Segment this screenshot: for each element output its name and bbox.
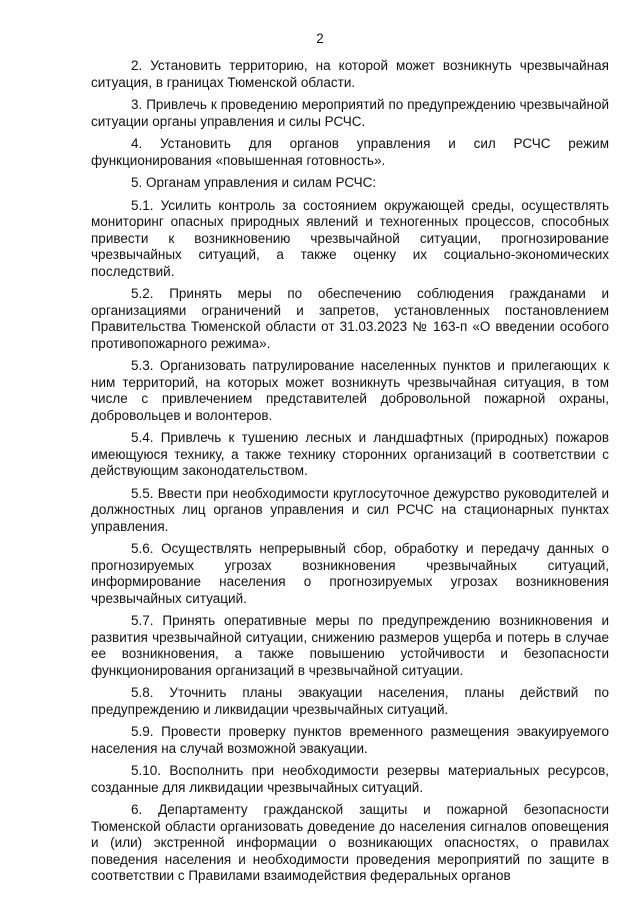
paragraph-5-5: 5.5. Ввести при необходимости круглосуточное дежурство руководителей и должностных лиц органов управления и сил РСЧС на стационарных пунктах управления. bbox=[91, 485, 609, 534]
paragraph-5-1: 5.1. Усилить контроль за состоянием окружающей среды, осуществлять мониторинг опасных природных явлений и техногенных процессов, способных привести к возникновению чрезвычайной ситуации, прогнозирование чрезвычайных ситуаций, а также оценку их социально-экономических последствий. bbox=[91, 197, 609, 279]
paragraph-5-2: 5.2. Принять меры по обеспечению соблюдения гражданами и организациями ограничений и запретов, установленных постановлением Правительства Тюменской области от 31.03.2023 № 163-п «О введении особого противопожарного режима». bbox=[91, 286, 609, 351]
paragraph-5-8: 5.8. Уточнить планы эвакуации населения, планы действий по предупреждению и ликвидации чрезвычайных ситуаций. bbox=[91, 685, 609, 717]
paragraph-5-4: 5.4. Привлечь к тушению лесных и ландшафтных (природных) пожаров имеющуюся технику, а также технику сторонних организаций в соответствии с действующим законодательством. bbox=[91, 430, 609, 478]
paragraph-6: 6. Департаменту гражданской защиты и пожарной безопасности Тюменской области организовать доведение до населения сигналов оповещения и (или) экстренной информации о возникающих опасностях, о правилах поведения населения и необходимости проведения мероприятий по защите в соответствии с Правилами взаимодействия федеральных органов bbox=[91, 802, 609, 883]
document-body bbox=[91, 58, 609, 891]
paragraph-5-10: 5.10. Восполнить при необходимости резервы материальных ресурсов, созданные для ликвидации чрезвычайных ситуаций. bbox=[91, 763, 609, 795]
paragraph-2: 2. Установить территорию, на которой может возникнуть чрезвычайная ситуация, в границах Тюменской области. bbox=[91, 58, 609, 90]
paragraph-5-7: 5.7. Принять оперативные меры по предупреждению возникновения и развития чрезвычайной ситуации, снижению размеров ущерба и потерь в случае ее возникновения, а также повышению устойчивости и безопасности функционирования организаций в чрезвычайной ситуации. bbox=[91, 613, 609, 678]
paragraph-4: 4. Установить для органов управления и сил РСЧС режим функционирования «повышенная готовность». bbox=[91, 136, 609, 168]
paragraph-5-3: 5.3. Организовать патрулирование населенных пунктов и прилегающих к ним территорий, на которых может возникнуть чрезвычайная ситуация, в том числе с привлечением представителей добровольной пожарной охраны, добровольцев и волонтеров. bbox=[91, 358, 609, 423]
paragraph-5-9: 5.9. Провести проверку пунктов временного размещения эвакуируемого населения на случай возможной эвакуации. bbox=[91, 724, 609, 756]
paragraph-5: 5. Органам управления и силам РСЧС: bbox=[131, 175, 377, 190]
page-number: 2 bbox=[316, 31, 324, 46]
paragraph-3: 3. Привлечь к проведению мероприятий по предупреждению чрезвычайной ситуации органы управления и силы РСЧС. bbox=[91, 97, 609, 129]
paragraph-5-6: 5.6. Осуществлять непрерывный сбор, обработку и передачу данных о прогнозируемых угрозах возникновения чрезвычайных ситуаций, информирование населения о прогнозируемых угрозах возникновения чрезвычайных ситуаций. bbox=[91, 541, 609, 606]
